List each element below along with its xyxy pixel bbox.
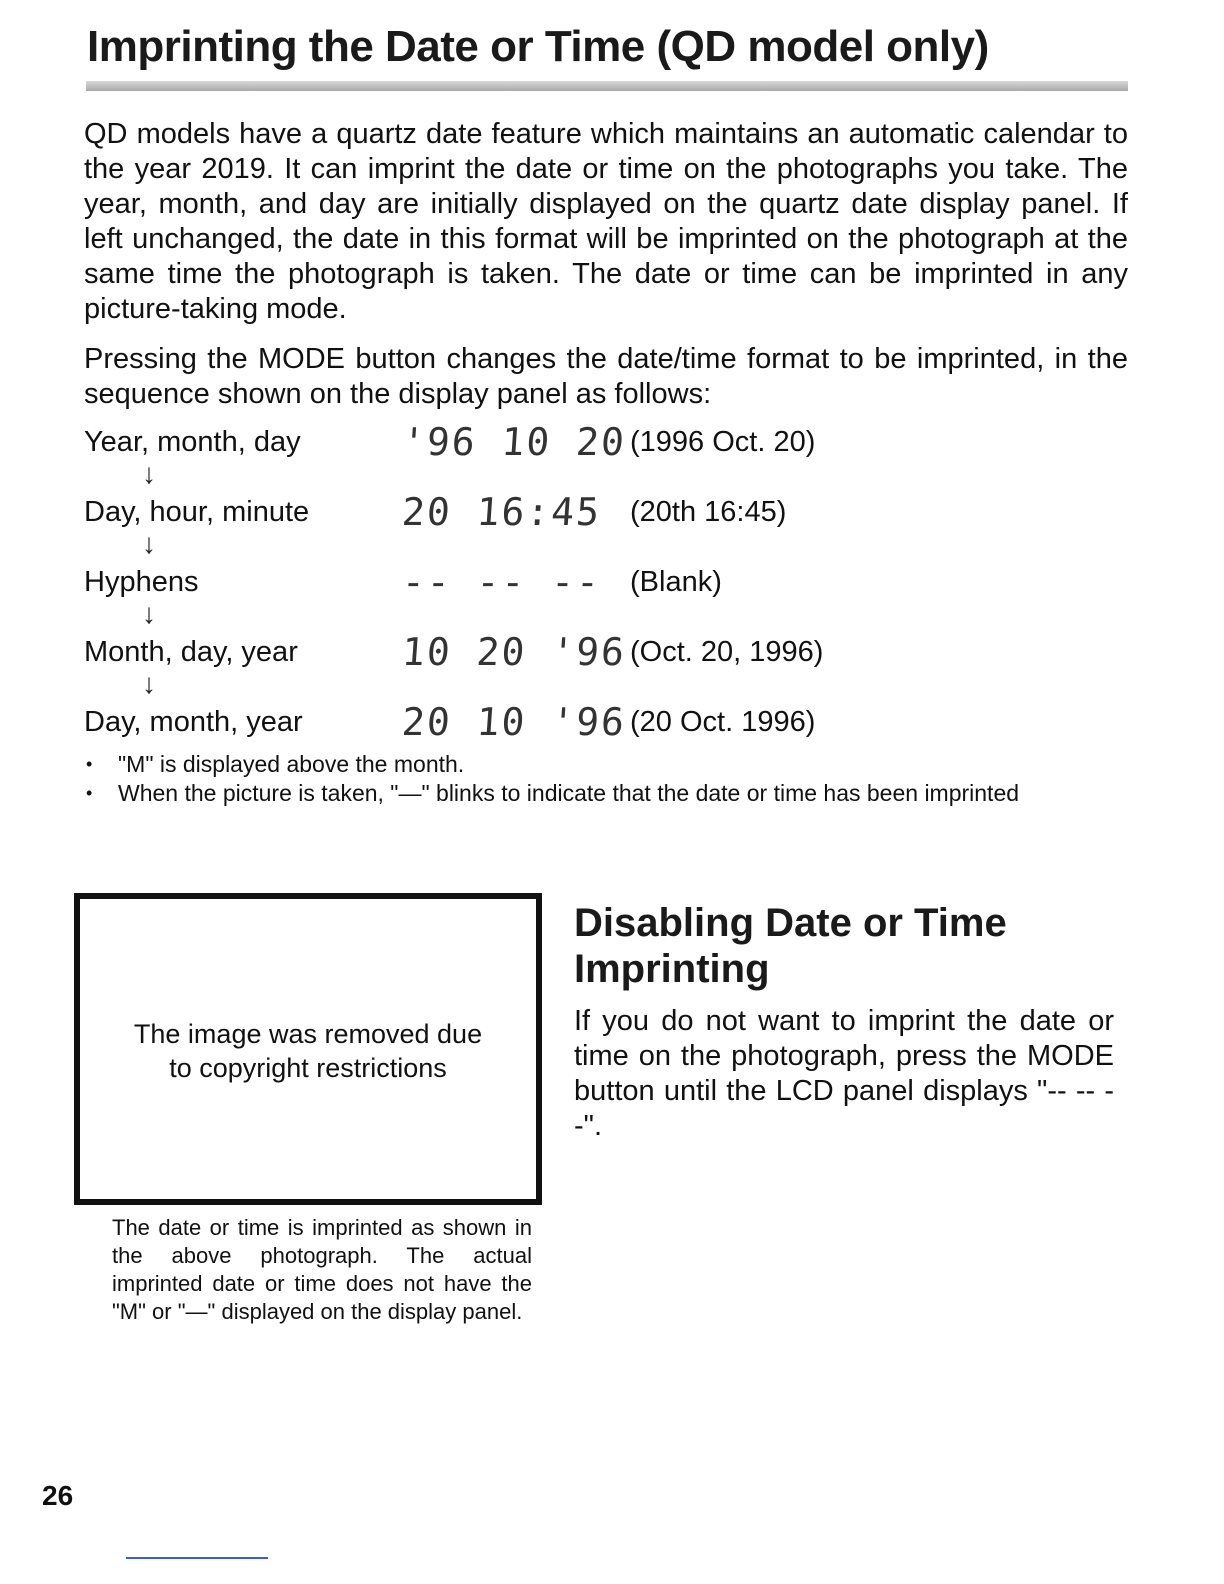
lcd-display: 10 20 '96 bbox=[400, 630, 628, 674]
lcd-display: '96 10 20 bbox=[400, 420, 628, 464]
note-item: • When the picture is taken, "—" blinks to indicate that the date or time has been imprinted bbox=[84, 779, 1128, 808]
down-arrow-icon: ↓ bbox=[142, 458, 156, 489]
footer-rule bbox=[126, 1557, 268, 1559]
sequence-meaning: (Oct. 20, 1996) bbox=[630, 636, 824, 668]
removed-image-line: to copyright restrictions bbox=[169, 1053, 447, 1083]
photo-caption: The date or time is imprinted as shown in the above photograph. The actual imprinted date or time does not have the "M" or "—" displayed on the display panel. bbox=[112, 1215, 532, 1324]
sequence-label: Year, month, day bbox=[84, 426, 301, 458]
page-title: Imprinting the Date or Time (QD model only) bbox=[87, 22, 989, 71]
lcd-display: 20 10 '96 bbox=[400, 700, 628, 744]
lcd-display: -- -- -- bbox=[400, 560, 603, 604]
sequence-meaning: (1996 Oct. 20) bbox=[630, 426, 816, 458]
section-heading: Disabling Date or Time Imprinting bbox=[574, 901, 1007, 991]
sequence-meaning: (20th 16:45) bbox=[630, 496, 787, 528]
sequence-meaning: (Blank) bbox=[630, 566, 722, 598]
down-arrow-icon: ↓ bbox=[142, 528, 156, 559]
note-item: • "M" is displayed above the month. bbox=[84, 750, 1128, 779]
mode-paragraph: Pressing the MODE button changes the date/time format to be imprinted, in the sequence shown on the display panel as follows: bbox=[84, 343, 1128, 410]
down-arrow-icon: ↓ bbox=[142, 668, 156, 699]
removed-image-notice bbox=[80, 1017, 536, 1085]
notes-list bbox=[84, 750, 1128, 808]
sequence-label: Hyphens bbox=[84, 566, 199, 598]
sequence-label: Day, month, year bbox=[84, 706, 303, 738]
down-arrow-icon: ↓ bbox=[142, 598, 156, 629]
lcd-display: 20 16:45 bbox=[400, 490, 603, 534]
page-number: 26 bbox=[42, 1480, 74, 1511]
sequence-label: Day, hour, minute bbox=[84, 496, 310, 528]
removed-image-line: The image was removed due bbox=[133, 1019, 483, 1049]
removed-image-placeholder bbox=[74, 893, 542, 1205]
sequence-label: Month, day, year bbox=[84, 636, 298, 668]
section-body: If you do not want to imprint the date or time on the photograph, press the MODE button until the LCD panel displays "-- -- --". bbox=[574, 1005, 1114, 1142]
title-underline bbox=[86, 81, 1128, 91]
sequence-meaning: (20 Oct. 1996) bbox=[630, 706, 816, 738]
intro-paragraph: QD models have a quartz date feature which maintains an automatic calendar to the year 2019. It can imprint the date or time on the photographs you take. The year, month, and day are initially displayed on the quartz date display panel. If left unchanged, the date in this format will be imprinted on the photograph at the same time the photograph is taken. The date or time can be imprinted in any picture-taking mode. bbox=[84, 118, 1128, 325]
